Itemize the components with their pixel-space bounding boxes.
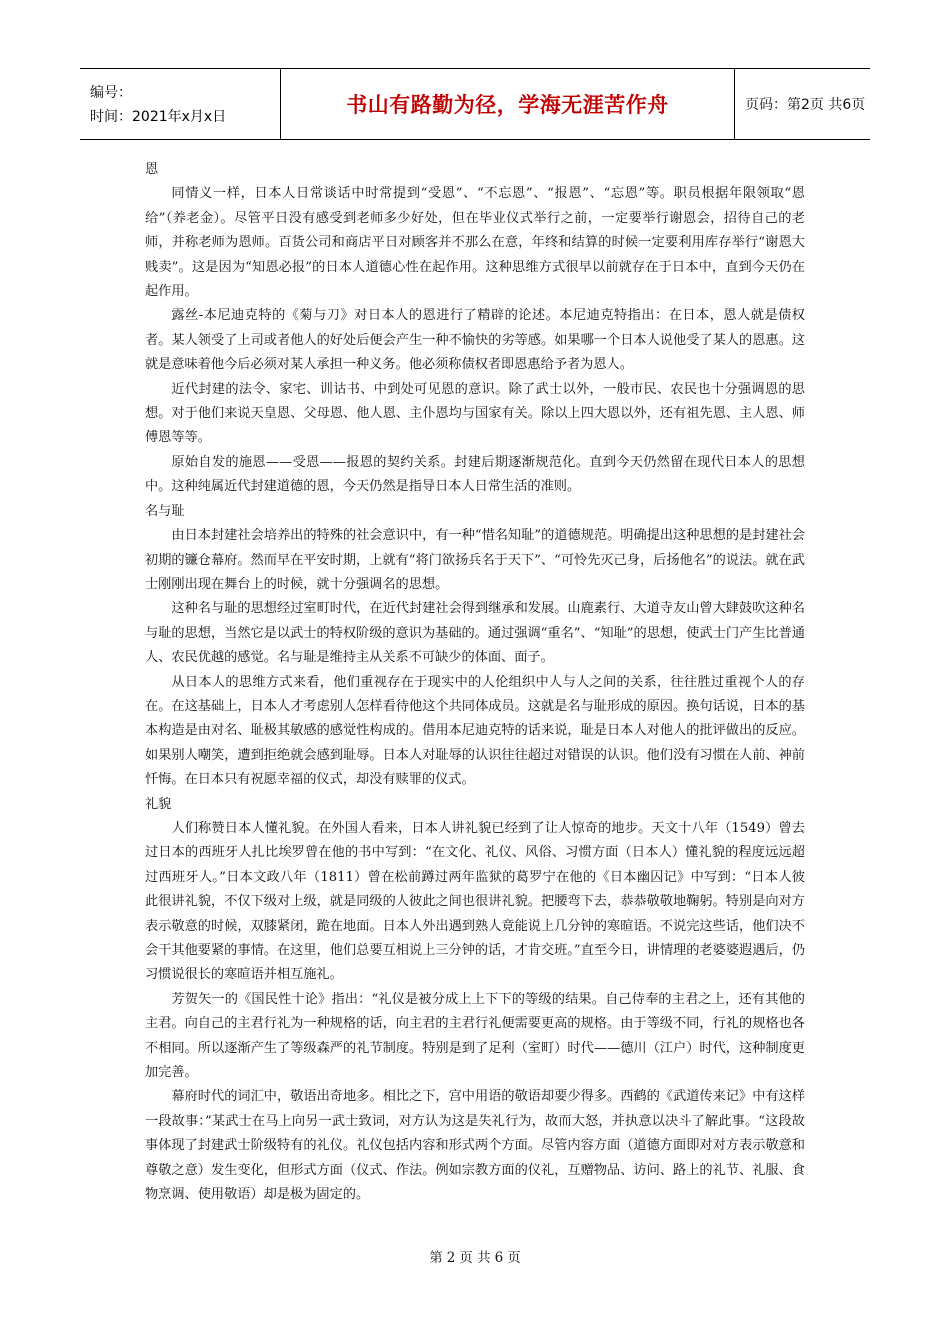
paragraph: 芳贺矢一的《国民性十论》指出：“礼仪是被分成上上下下的等级的结果。自己侍奉的主君之上，还有其他的主君。向自己的主君行礼为一种规格的话，向主君的主君行礼便需要更高的规格。由于等级不同，行礼的规格也各不相同。所以逐渐产生了等级森严的礼节制度。特别是到了足利（室町）时代——德川（江户）时代，这种制度更加完善。 xyxy=(145,991,805,1081)
paragraph: 原始自发的施恩——受恩——报恩的契约关系。封建后期逐渐规范化。直到今天仍然留在现代日本人的思想中。这种纯属近代封建道德的恩，今天仍然是指导日本人日常生活的准则。 xyxy=(145,454,805,495)
footer-prefix: 第 xyxy=(429,1250,443,1266)
footer-total-pages: 6 xyxy=(494,1250,504,1266)
paragraph: 人们称赞日本人懂礼貌。在外国人看来，日本人讲礼貌已经到了让人惊奇的地步。天文十八年（1549）曾去过日本的西班牙人扎比埃罗曾在他的书中写到：“在文化、礼仪、风俗、习惯方面（日本人）懂礼貌的程度远远超过西班牙人。”日本文政八年（1811）曾在松前蹲过两年监狱的葛罗宁在他的《日本幽囚记》中写到：“日本人彼此很讲礼貌，不仅下级对上级，就是同级的人彼此之间也很讲礼貌。把腰弯下去，恭恭敬敬地鞠躬。特别是向对方表示敬意的时候，双膝紧闭，跪在地面。日本人外出遇到熟人竟能说上几分钟的寒暄语。不说完这些话，他们决不会干其他要紧的事情。在这里，他们总要互相说上三分钟的话，才肯交班。”直至今日，讲情理的老婆婆遐遇后，仍习惯说很长的寒暄语并相互施礼。 xyxy=(145,820,805,983)
paragraph: 这种名与耻的思想经过室町时代，在近代封建社会得到继承和发展。山鹿素行、大道寺友山曾大肆鼓吹这种名与耻的思想，当然它是以武士的特权阶级的意识为基础的。通过强调“重名”、“知耻”的思想，使武士门产生比普通人、农民优越的感觉。名与耻是维持主从关系不可缺少的体面、面子。 xyxy=(145,601,805,666)
paragraph: 从日本人的思维方式来看，他们重视存在于现实中的人伦组织中人与人之间的关系，往往胜过重视个人的存在。在这基础上，日本人才考虑别人怎样看待他这个共同体成员。这就是名与耻形成的原因。换句话说，日本的基本构造是由对名、耻极其敏感的感觉性构成的。借用本尼迪克特的话来说，耻是日本人对他人的批评做出的反应。如果别人嘲笑，遭到拒绝就会感到耻辱。日本人对耻辱的认识往往超过对错误的认识。他们没有习惯在人前、神前忏悔。在日本只有祝愿幸福的仪式，却没有赎罪的仪式。 xyxy=(145,674,805,788)
document-date: 时间：2021年x月x日 xyxy=(90,109,227,125)
header-page-info: 页码：第2页 共6页 xyxy=(745,97,866,113)
document-number-label: 编号： xyxy=(90,85,132,101)
footer-suffix: 页 xyxy=(507,1250,521,1266)
paragraph: 幕府时代的词汇中，敬语出奇地多。相比之下，宫中用语的敬语却要少得多。西鹤的《武道传来记》中有这样一段故事：”某武士在马上向另一武士致词，对方认为这是失礼行为，故而大怒，并执意以决斗了解此事。“这段故事体现了封建武士阶级特有的礼仪。礼仪包括内容和形式两个方面。尽管内容方面（道德方面即对对方表示敬意和尊敬之意）发生变化，但形式方面（仪式、作法。例如宗教方面的仪礼，互赠物品、访问、路上的礼节、礼服、食物烹调、使用敬语）却是极为固定的。 xyxy=(145,1089,805,1203)
footer-mid: 页 共 xyxy=(459,1250,491,1266)
document-body xyxy=(145,158,805,1207)
footer-current-page: 2 xyxy=(446,1250,456,1266)
section-heading-ming-yu-chi: 名与耻 xyxy=(145,503,185,519)
page-footer xyxy=(0,1246,950,1266)
header-motto: 书山有路勤为径，学海无涯苦作舟 xyxy=(280,69,735,139)
paragraph: 由日本封建社会培养出的特殊的社会意识中，有一种“惜名知耻”的道德规范。明确提出这种思想的是封建社会初期的镰仓幕府。然而早在平安时期，上就有“将门欲扬兵名于天下”、“可怜先灭己身，后扬他名”的说法。就在武士刚刚出现在舞台上的时候，就十分强调名的思想。 xyxy=(145,528,805,592)
page-header xyxy=(80,68,870,140)
header-meta xyxy=(80,69,280,139)
section-heading-en: 恩 xyxy=(145,162,159,177)
paragraph: 露丝-本尼迪克特的《菊与刀》对日本人的恩进行了精辟的论述。本尼迪克特指出：在日本，恩人就是债权者。某人领受了上司或者他人的好处后便会产生一种不愉快的劣等感。如果哪一个日本人说他受了某人的恩惠。这就是意味着他今后必须对某人承担一种义务。他必须称债权者即恩惠给予者为恩人。 xyxy=(145,308,805,373)
paragraph: 近代封建的法令、家宅、训诂书、中到处可见恩的意识。除了武士以外，一般市民、农民也十分强调恩的思想。对于他们来说天皇恩、父母恩、他人恩、主仆恩均与国家有关。除以上四大恩以外，还有祖先恩、主人恩、师傅恩等等。 xyxy=(145,381,805,446)
section-heading-limao: 礼貌 xyxy=(145,796,172,812)
paragraph: 同情义一样，日本人日常谈话中时常提到“受恩”、“不忘恩”、“报恩”、“忘恩”等。职员根据年限领取“恩给”（养老金）。尽管平日没有感受到老师多少好处，但在毕业仪式举行之前，一定要举行谢恩会，招待自己的老师，并称老师为恩师。百货公司和商店平日对顾客并不那么在意，年终和结算的时候一定要利用库存举行“谢恩大贱卖”。这是因为“知恩必报”的日本人道德心性在起作用。这种思维方式很早以前就存在于日本中，直到今天仍在起作用。 xyxy=(145,186,805,300)
